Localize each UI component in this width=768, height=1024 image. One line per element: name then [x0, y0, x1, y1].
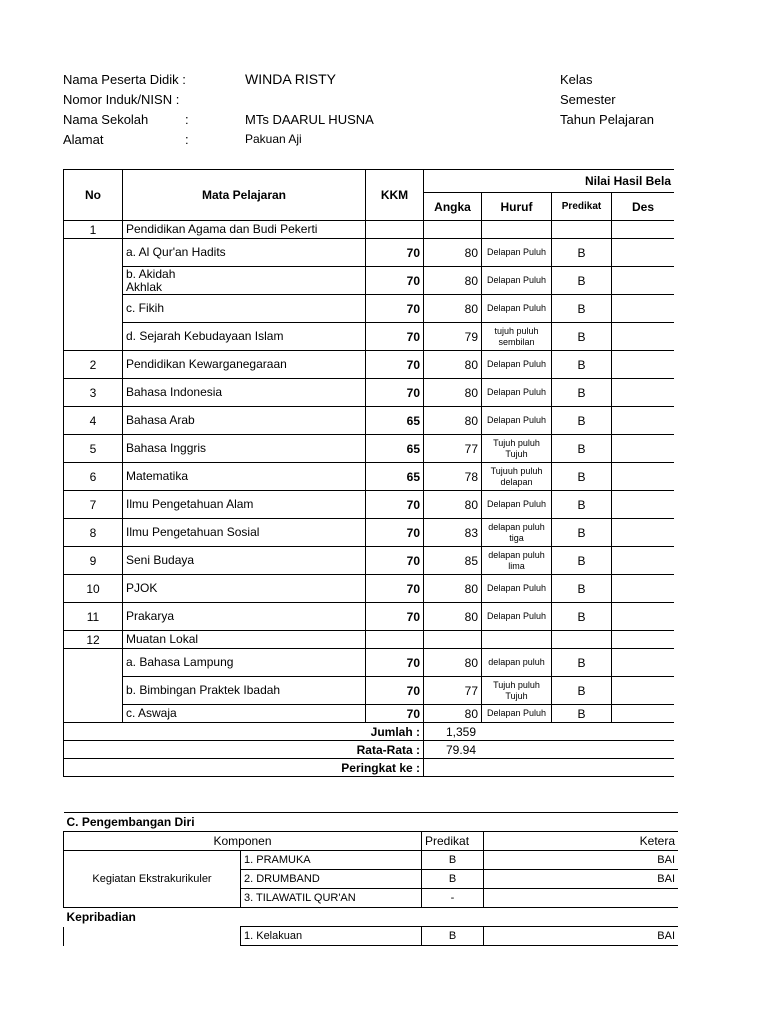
row-angka: 80	[424, 407, 482, 435]
row-kkm: 70	[366, 267, 424, 295]
ekstra-predikat: B	[422, 870, 484, 889]
grade-row	[64, 649, 675, 677]
grades-table	[63, 169, 674, 777]
ekstra-name: 2. DRUMBAND	[241, 870, 422, 889]
row-no: 11	[64, 603, 123, 631]
address-label: Alamat	[63, 132, 104, 147]
grade-row	[64, 631, 675, 649]
row-huruf: delapan puluh lima	[482, 547, 552, 575]
row-kkm: 70	[366, 603, 424, 631]
kepribadian-blank	[64, 927, 241, 946]
row-deskripsi	[612, 547, 675, 575]
row-subject: Bahasa Indonesia	[123, 379, 366, 407]
row-predikat: B	[552, 351, 612, 379]
row-predikat: B	[552, 239, 612, 267]
row-angka: 80	[424, 267, 482, 295]
row-angka: 83	[424, 519, 482, 547]
row-huruf	[482, 221, 552, 239]
ekstra-label: Kegiatan Ekstrakurikuler	[64, 851, 241, 908]
ekstra-ket	[484, 889, 679, 908]
grade-row	[64, 435, 675, 463]
row-deskripsi	[612, 221, 675, 239]
row-subject: PJOK	[123, 575, 366, 603]
row-kkm: 65	[366, 435, 424, 463]
row-predikat: B	[552, 547, 612, 575]
row-subject: c. Aswaja	[123, 705, 366, 723]
row-predikat	[552, 221, 612, 239]
row-angka: 80	[424, 575, 482, 603]
row-predikat	[552, 631, 612, 649]
row-predikat: B	[552, 295, 612, 323]
address-colon: :	[185, 132, 189, 147]
row-huruf: Delapan Puluh	[482, 575, 552, 603]
row-huruf: Tujuuh puluh delapan	[482, 463, 552, 491]
row-no: 7	[64, 491, 123, 519]
grade-row	[64, 407, 675, 435]
row-deskripsi	[612, 491, 675, 519]
kepribadian-predikat: B	[422, 927, 484, 946]
row-predikat: B	[552, 267, 612, 295]
row-predikat: B	[552, 603, 612, 631]
row-angka: 80	[424, 351, 482, 379]
jumlah-value: 1,359	[424, 723, 675, 741]
row-kkm: 70	[366, 677, 424, 705]
row-predikat: B	[552, 435, 612, 463]
student-info	[63, 72, 683, 152]
row-angka	[424, 221, 482, 239]
peringkat-label: Peringkat ke :	[64, 759, 424, 777]
row-no: 5	[64, 435, 123, 463]
row-angka: 80	[424, 705, 482, 723]
row-subject: Bahasa Arab	[123, 407, 366, 435]
header-no: No	[64, 170, 123, 221]
row-huruf: Delapan Puluh	[482, 603, 552, 631]
row-angka: 77	[424, 435, 482, 463]
row-deskripsi	[612, 463, 675, 491]
ekstra-predikat: B	[422, 851, 484, 870]
row-subject: a. Bahasa Lampung	[123, 649, 366, 677]
row-predikat: B	[552, 379, 612, 407]
row-deskripsi	[612, 351, 675, 379]
row-subject: c. Fikih	[123, 295, 366, 323]
row-kkm: 70	[366, 351, 424, 379]
row-predikat: B	[552, 519, 612, 547]
row-kkm: 70	[366, 649, 424, 677]
row-subject: d. Sejarah Kebudayaan Islam	[123, 323, 366, 351]
row-subject: b. Bimbingan Praktek Ibadah	[123, 677, 366, 705]
summary-row	[64, 741, 675, 759]
row-no: 6	[64, 463, 123, 491]
header-keterangan: Ketera	[484, 832, 679, 851]
row-no: 3	[64, 379, 123, 407]
grade-row	[64, 575, 675, 603]
row-deskripsi	[612, 603, 675, 631]
row-huruf: Delapan Puluh	[482, 491, 552, 519]
grade-row	[64, 323, 675, 351]
row-huruf: Delapan Puluh	[482, 239, 552, 267]
row-angka: 80	[424, 239, 482, 267]
ekstra-ket: BAI	[484, 870, 679, 889]
header-huruf: Huruf	[482, 193, 552, 221]
row-kkm: 70	[366, 705, 424, 723]
row-kkm: 65	[366, 463, 424, 491]
header-mata-pelajaran: Mata Pelajaran	[123, 170, 366, 221]
row-deskripsi	[612, 519, 675, 547]
header-kkm: KKM	[366, 170, 424, 221]
row-deskripsi	[612, 239, 675, 267]
row-deskripsi	[612, 575, 675, 603]
row-subject: Prakarya	[123, 603, 366, 631]
row-subject: Seni Budaya	[123, 547, 366, 575]
ekstra-name: 1. PRAMUKA	[241, 851, 422, 870]
peringkat-value	[424, 759, 675, 777]
kelas-label: Kelas	[560, 72, 593, 87]
school-value: MTs DAARUL HUSNA	[245, 112, 374, 127]
name-label: Nama Peserta Didik :	[63, 72, 186, 87]
header-predikat: Predikat	[552, 193, 612, 221]
header-deskripsi: Des	[612, 193, 675, 221]
address-value: Pakuan Aji	[245, 132, 302, 146]
row-no: 10	[64, 575, 123, 603]
row-huruf: Delapan Puluh	[482, 379, 552, 407]
nisn-label: Nomor Induk/NISN :	[63, 92, 180, 107]
row-kkm: 65	[366, 407, 424, 435]
row-subject: Bahasa Inggris	[123, 435, 366, 463]
row-angka: 77	[424, 677, 482, 705]
kepribadian-label: Kepribadian	[64, 908, 679, 927]
ekstra-predikat: -	[422, 889, 484, 908]
row-no: 12	[64, 631, 123, 649]
ekstra-ket: BAI	[484, 851, 679, 870]
tahun-label: Tahun Pelajaran	[560, 112, 654, 127]
school-label: Nama Sekolah	[63, 112, 149, 127]
row-kkm: 70	[366, 239, 424, 267]
row-subject: a. Al Qur'an Hadits	[123, 239, 366, 267]
row-huruf: Delapan Puluh	[482, 267, 552, 295]
row-no: 1	[64, 221, 123, 239]
row-deskripsi	[612, 267, 675, 295]
grade-row	[64, 603, 675, 631]
row-deskripsi	[612, 649, 675, 677]
row-huruf: tujuh puluh sembilan	[482, 323, 552, 351]
kepribadian-name: 1. Kelakuan	[241, 927, 422, 946]
row-subject: b. Akidah Akhlak	[123, 267, 366, 295]
row-predikat: B	[552, 649, 612, 677]
row-deskripsi	[612, 379, 675, 407]
row-predikat: B	[552, 677, 612, 705]
row-subject: Pendidikan Kewarganegaraan	[123, 351, 366, 379]
row-huruf: Tujuh puluh Tujuh	[482, 677, 552, 705]
row-angka: 85	[424, 547, 482, 575]
header-nilai: Nilai Hasil Bela	[424, 170, 675, 193]
row-kkm: 70	[366, 547, 424, 575]
row-angka: 79	[424, 323, 482, 351]
row-kkm: 70	[366, 379, 424, 407]
row-no: 8	[64, 519, 123, 547]
grade-row	[64, 463, 675, 491]
grade-row	[64, 295, 675, 323]
grade-row	[64, 351, 675, 379]
row-kkm: 70	[366, 491, 424, 519]
row-angka: 78	[424, 463, 482, 491]
row-angka: 80	[424, 603, 482, 631]
grade-row	[64, 491, 675, 519]
row-deskripsi	[612, 435, 675, 463]
row-deskripsi	[612, 677, 675, 705]
row-predikat: B	[552, 491, 612, 519]
row-deskripsi	[612, 407, 675, 435]
row-angka: 80	[424, 649, 482, 677]
ekstra-name: 3. TILAWATIL QUR'AN	[241, 889, 422, 908]
row-kkm: 70	[366, 575, 424, 603]
school-colon: :	[185, 112, 189, 127]
grade-row	[64, 547, 675, 575]
row-no: 2	[64, 351, 123, 379]
row-deskripsi	[612, 323, 675, 351]
row-predikat: B	[552, 575, 612, 603]
row-kkm: 70	[366, 323, 424, 351]
row-subject: Matematika	[123, 463, 366, 491]
header-dev-predikat: Predikat	[422, 832, 484, 851]
row-no: 4	[64, 407, 123, 435]
row-huruf: Tujuh puluh Tujuh	[482, 435, 552, 463]
semester-label: Semester	[560, 92, 616, 107]
row-predikat: B	[552, 463, 612, 491]
grade-row	[64, 239, 675, 267]
summary-row	[64, 723, 675, 741]
name-value: WINDA RISTY	[245, 71, 337, 87]
row-deskripsi	[612, 631, 675, 649]
row-subject: Pendidikan Agama dan Budi Pekerti	[123, 221, 366, 239]
grade-row	[64, 677, 675, 705]
row-huruf	[482, 631, 552, 649]
row-huruf: delapan puluh tiga	[482, 519, 552, 547]
row-huruf: Delapan Puluh	[482, 351, 552, 379]
row-angka: 80	[424, 295, 482, 323]
development-title: C. Pengembangan Diri	[64, 813, 679, 832]
row-huruf: Delapan Puluh	[482, 295, 552, 323]
header-komponen: Komponen	[64, 832, 422, 851]
row-predikat: B	[552, 407, 612, 435]
row-kkm	[366, 221, 424, 239]
row-huruf: delapan puluh	[482, 649, 552, 677]
row-kkm: 70	[366, 295, 424, 323]
row-angka: 80	[424, 379, 482, 407]
grade-row	[64, 221, 675, 239]
row-subject: Ilmu Pengetahuan Sosial	[123, 519, 366, 547]
row-deskripsi	[612, 705, 675, 723]
grade-row	[64, 267, 675, 295]
row-angka: 80	[424, 491, 482, 519]
row-deskripsi	[612, 295, 675, 323]
row-no: 9	[64, 547, 123, 575]
development-table	[63, 812, 678, 946]
row-angka	[424, 631, 482, 649]
grade-row	[64, 705, 675, 723]
row-no	[64, 239, 123, 351]
rata-rata-value: 79.94	[424, 741, 675, 759]
row-subject: Muatan Lokal	[123, 631, 366, 649]
row-predikat: B	[552, 705, 612, 723]
summary-row	[64, 759, 675, 777]
row-kkm: 70	[366, 519, 424, 547]
row-subject: Ilmu Pengetahuan Alam	[123, 491, 366, 519]
jumlah-label: Jumlah :	[64, 723, 424, 741]
kepribadian-ket: BAI	[484, 927, 679, 946]
grade-row	[64, 379, 675, 407]
row-no	[64, 649, 123, 723]
row-huruf: Delapan Puluh	[482, 407, 552, 435]
rata-rata-label: Rata-Rata :	[64, 741, 424, 759]
row-predikat: B	[552, 323, 612, 351]
row-huruf: Delapan Puluh	[482, 705, 552, 723]
row-kkm	[366, 631, 424, 649]
header-angka: Angka	[424, 193, 482, 221]
grade-row	[64, 519, 675, 547]
